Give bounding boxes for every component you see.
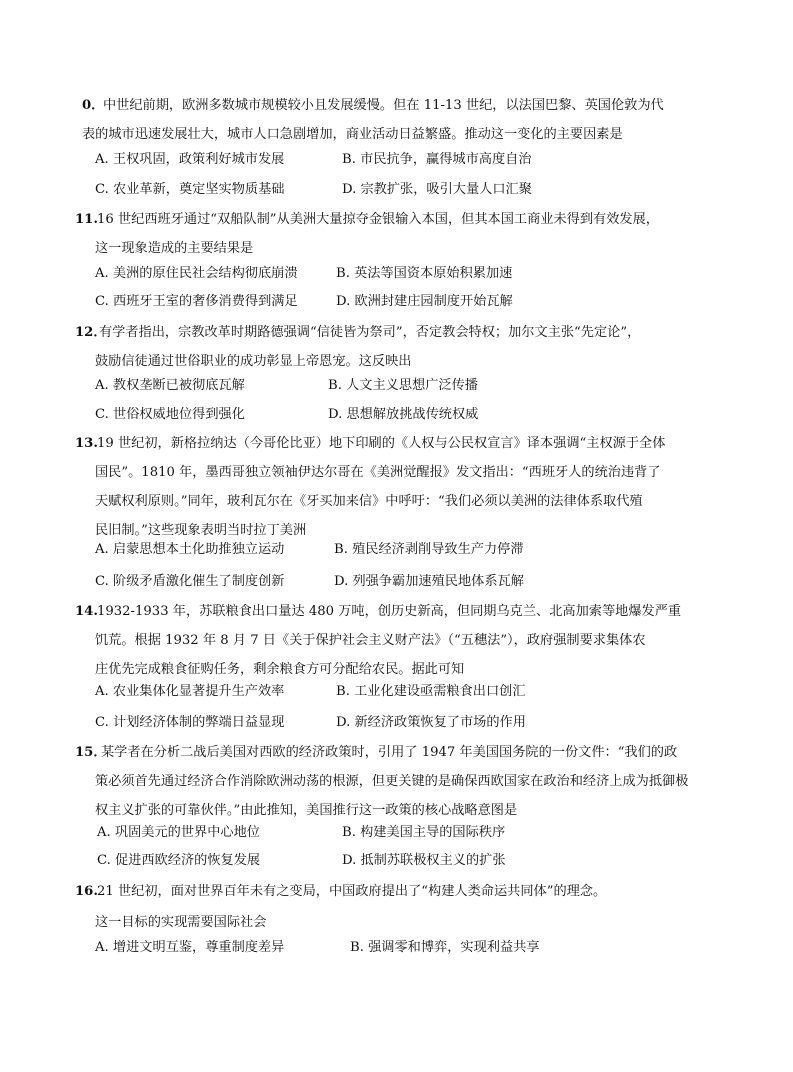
question-number: 15． (75, 745, 107, 760)
question-number: 14. (75, 604, 98, 619)
stem-line: 1932-1933 年，苏联粮食出口量达 480 万吨，创历史新高，但同期乌克兰、北高加索等地爆发严重 (97, 604, 682, 619)
stem-line: 16 世纪西班牙通过“双船队制”从美洲大量掠夺金银输入本国，但其本国工商业未得到有效发展， (97, 212, 659, 227)
question-number: 16. (75, 884, 98, 899)
option-a[interactable]: A. 增进文明互鉴，尊重制度差异 (95, 940, 285, 955)
option-a[interactable]: A. 美洲的原住民社会结构彻底崩溃 (95, 266, 298, 281)
question-stem (75, 876, 695, 938)
option-c[interactable]: C. 农业革新，奠定坚实物质基础 (95, 182, 285, 197)
stem-line: 19 世纪初，新格拉纳达（今哥伦比亚）地下印刷的《人权与公民权宣言》译本强调“主权源于全体 (97, 436, 666, 451)
stem-line: 21 世纪初，面对世界百年未有之变局，中国政府提出了“构建人类命运共同体”的理念。 (97, 884, 607, 899)
option-d[interactable]: D. 列强争霸加速殖民地体系瓦解 (334, 574, 524, 589)
question-stem (75, 429, 695, 545)
option-d[interactable]: D. 新经济政策恢复了市场的作用 (336, 715, 526, 730)
stem-line: 天赋权利原则。”同年，玻利瓦尔在《牙买加来信》中呼吁：“我们必须以美洲的法律体系取代殖 (95, 494, 643, 509)
question-stem (75, 205, 695, 263)
option-c[interactable]: C. 阶级矛盾激化催生了制度创新 (95, 574, 285, 589)
option-a[interactable]: A. 启蒙思想本土化助推独立运动 (95, 542, 285, 557)
stem-line: 鼓励信徒通过世俗职业的成功彰显上帝恩宠。这反映出 (95, 354, 412, 369)
stem-line: 表的城市迅速发展壮大，城市人口急剧增加，商业活动日益繁盛。推动这一变化的主要因素是 (82, 127, 623, 142)
option-c[interactable]: C. 西班牙王室的奢侈消费得到满足 (95, 294, 298, 309)
question-stem (75, 318, 695, 376)
option-d[interactable]: D. 欧洲封建庄园制度开始瓦解 (336, 294, 513, 309)
option-b[interactable]: B. 构建美国主导的国际秩序 (342, 825, 506, 840)
option-c[interactable]: C. 世俗权威地位得到强化 (95, 407, 245, 422)
option-b[interactable]: B. 市民抗争，赢得城市高度自治 (342, 152, 532, 167)
stem-line: 民旧制。”这些现象表明当时拉丁美洲 (95, 523, 307, 538)
option-a[interactable]: A. 教权垄断已被彻底瓦解 (95, 378, 245, 393)
option-a[interactable]: A. 农业集体化显著提升生产效率 (95, 684, 285, 699)
stem-line: 有学者指出，宗教改革时期路德强调“信徒皆为祭司”，否定教会特权；加尔文主张“先定论”， (99, 325, 641, 340)
stem-line: 这一现象造成的主要结果是 (95, 241, 254, 256)
option-d[interactable]: D. 宗教扩张，吸引大量人口汇聚 (342, 182, 532, 197)
option-b[interactable]: B. 强调零和博弈，实现利益共享 (350, 940, 540, 955)
question-stem (75, 738, 695, 825)
stem-line: 庄优先完成粮食征购任务，剩余粮食方可分配给农民。据此可知 (95, 662, 465, 677)
option-a[interactable]: A. 王权巩固，政策利好城市发展 (95, 152, 285, 167)
question-number: 12． (75, 325, 107, 340)
option-c[interactable]: C. 计划经济体制的弊端日益显现 (95, 715, 285, 730)
option-b[interactable]: B. 殖民经济剥削导致生产力停滞 (334, 542, 524, 557)
option-b[interactable]: B. 英法等国资本原始积累加速 (336, 266, 513, 281)
option-c[interactable]: C. 促进西欧经济的恢复发展 (97, 853, 261, 868)
stem-line: 这一目标的实现需要国际社会 (95, 915, 267, 930)
question-number: 0． (82, 98, 105, 113)
stem-line: 中世纪前期，欧洲多数城市规模较小且发展缓慢。但在 11-13 世纪，以法国巴黎、英国伦敦为代 (103, 98, 664, 113)
option-b[interactable]: B. 人文主义思想广泛传播 (328, 378, 478, 393)
stem-line: 某学者在分析二战后美国对西欧的经济政策时，引用了 1947 年美国国务院的一份文件：“我们的政 (101, 745, 678, 760)
stem-line: 策必须首先通过经济合作消除欧洲动荡的根源，但更关键的是确保西欧国家在政治和经济上成为抵御极 (95, 774, 689, 789)
option-d[interactable]: D. 思想解放挑战传统权威 (328, 407, 479, 422)
question-stem (75, 597, 695, 684)
option-a[interactable]: A. 巩固美元的世界中心地位 (97, 825, 260, 840)
stem-line: 饥荒。根据 1932 年 8 月 7 日《关于保护社会主义财产法》（“五穗法”），政府强制要求集体农 (95, 633, 646, 648)
stem-line: 权主义扩张的可靠伙伴。”由此推知，美国推行这一政策的核心战略意图是 (95, 803, 518, 818)
question-number: 13. (75, 436, 98, 451)
option-d[interactable]: D. 抵制苏联极权主义的扩张 (342, 853, 506, 868)
question-number: 11. (75, 212, 98, 227)
option-b[interactable]: B. 工业化建设亟需粮食出口创汇 (336, 684, 526, 699)
stem-line: 国民”。1810 年，墨西哥独立领袖伊达尔哥在《美洲觉醒报》发文指出：“西班牙人的统治违背了 (95, 465, 661, 480)
question-stem (82, 91, 715, 149)
